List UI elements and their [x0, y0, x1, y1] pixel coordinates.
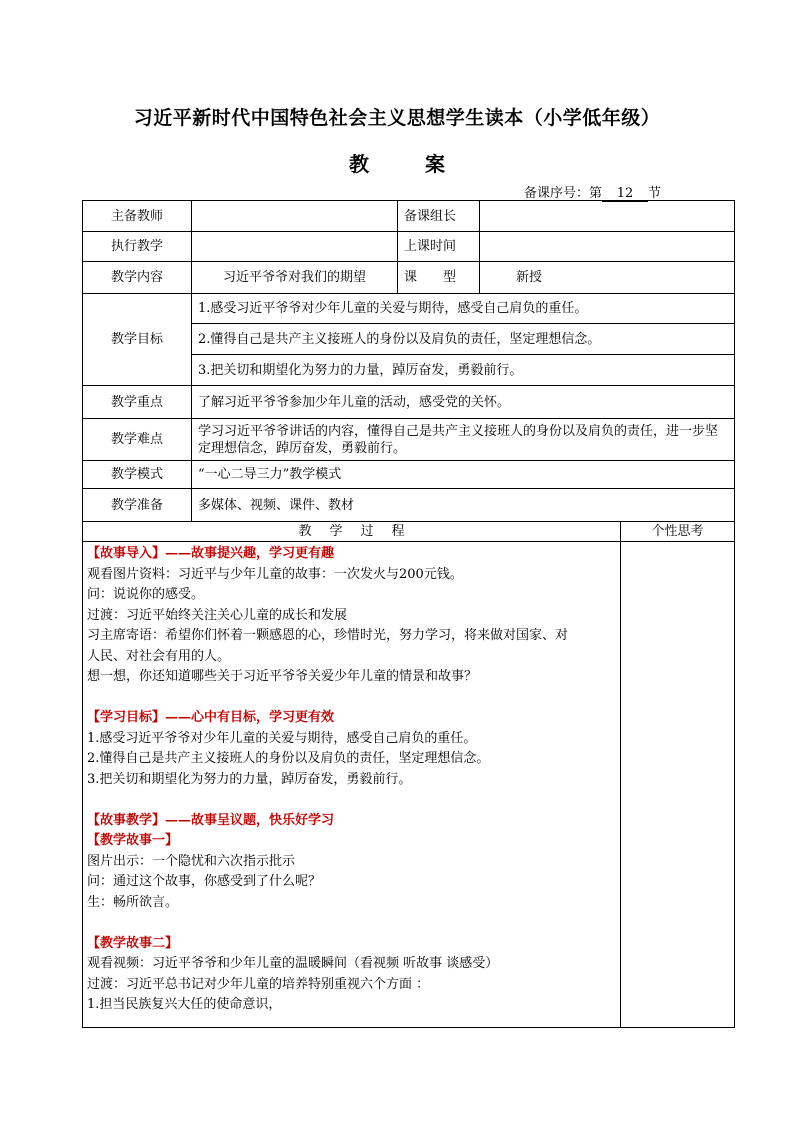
process-header-char: 过 — [360, 524, 374, 539]
process-line: 想一想，你还知道哪些关于习近平爷爷关爱少年儿童的情景和故事？ — [87, 669, 478, 684]
process-header — [83, 522, 621, 542]
process-line: 问：通过这个故事，你感受到了什么呢？ — [87, 874, 322, 889]
process-line: 3.把关切和期望化为努力的力量，踔厉奋发，勇毅前行。 — [87, 771, 412, 787]
process-line: 问：说说你的感受。 — [87, 587, 205, 602]
goal-item-2: 2.懂得自己是共产主义接班人的身份以及肩负的责任，坚定理想信念。 — [192, 324, 735, 355]
document-title: 习近平新时代中国特色社会主义思想学生读本（小学低年级） — [133, 107, 661, 129]
lesson-number-label: 备课序号：第 — [524, 186, 603, 201]
blank-line — [87, 913, 616, 934]
reflection-content — [621, 542, 735, 1028]
section-heading: 【学习目标】——心中有目标，学习更有效 — [87, 710, 335, 725]
goal-item-3: 3.把关切和期望化为努力的力量，踔厉奋发，勇毅前行。 — [192, 355, 735, 386]
blank-line — [87, 688, 616, 709]
process-header-char: 学 — [329, 524, 343, 539]
difficulty-value: 学习习近平爷爷讲话的内容，懂得自己是共产主义接班人的身份以及肩负的责任，进一步坚定理想信念，踔厉奋发，勇毅前行。 — [192, 419, 735, 461]
process-line: 过渡：习近平总书记对少年儿童的培养特别重视六个方面 ： — [87, 976, 430, 992]
process-header-char: 程 — [391, 524, 405, 539]
lesson-type-label: 课 型 — [398, 262, 480, 294]
focus-value: 了解习近平爷爷参加少年儿童的活动，感受党的关怀。 — [192, 386, 735, 419]
process-line: 人民、对社会有用的人。 — [87, 648, 231, 664]
difficulty-label: 教学难点 — [83, 419, 192, 461]
info-table — [82, 200, 735, 522]
reflection-header: 个性思考 — [621, 522, 735, 542]
goal-item-1: 1.感受习近平爷爷对少年儿童的关爱与期待，感受自己肩负的重任。 — [192, 294, 735, 324]
lesson-number-suffix: 节 — [648, 186, 662, 201]
lesson-number-value: 12 — [602, 187, 648, 202]
mode-value: “一心二导三力”教学模式 — [192, 461, 735, 489]
process-line: 观看视频：习近平爷爷和少年儿童的温暖瞬间（看视频 听故事 谈感受） — [87, 956, 499, 971]
content-label: 教学内容 — [83, 262, 192, 294]
document-subtitle — [0, 148, 794, 177]
blank-line — [87, 790, 616, 811]
process-line: 习主席寄语：希望你们怀着一颗感恩的心，珍惜时光，努力学习，将来做对国家、对 — [87, 628, 569, 643]
section-heading: 【教学故事二】 — [87, 935, 179, 951]
lesson-number — [524, 182, 661, 202]
group-leader-value — [480, 201, 735, 232]
focus-label: 教学重点 — [83, 386, 192, 419]
process-table — [82, 521, 735, 1028]
exec-teaching-label: 执行教学 — [83, 232, 192, 262]
process-content — [83, 542, 621, 1028]
process-line: 1.感受习近平爷爷对少年儿童的关爱与期待，感受自己肩负的重任。 — [87, 730, 477, 746]
teacher-label: 主备教师 — [83, 201, 192, 232]
teacher-value — [192, 201, 398, 232]
group-leader-label: 备课组长 — [398, 201, 480, 232]
process-header-char: 教 — [298, 524, 312, 539]
subtitle-char-1: 教 — [349, 152, 369, 176]
class-time-value — [480, 232, 735, 262]
section-heading: 【教学故事一】 — [87, 833, 179, 848]
prep-value: 多媒体、视频、课件、教材 — [192, 489, 735, 522]
process-line: 过渡：习近平始终关注关心儿童的成长和发展 — [87, 607, 348, 623]
process-line: 1.担当民族复兴大任的使命意识， — [87, 997, 282, 1012]
process-line: 生：畅所欲言。 — [87, 894, 179, 910]
prep-label: 教学准备 — [83, 489, 192, 522]
subtitle-char-2: 案 — [425, 152, 445, 176]
exec-teaching-value — [192, 232, 398, 262]
process-line: 观看图片资料：习近平与少年儿童的故事：一次发火与200元钱。 — [87, 566, 463, 582]
class-time-label: 上课时间 — [398, 232, 480, 262]
process-line: 图片出示：一个隐忧和六次指示批示 — [87, 853, 296, 869]
content-value: 习近平爷爷对我们的期望 — [192, 262, 398, 294]
section-heading: 【故事导入】——故事提兴趣，学习更有趣 — [87, 546, 335, 561]
lesson-type-value: 新授 — [480, 262, 735, 294]
mode-label: 教学模式 — [83, 461, 192, 489]
goals-label: 教学目标 — [83, 294, 192, 386]
process-line: 2.懂得自己是共产主义接班人的身份以及肩负的责任，坚定理想信念。 — [87, 751, 490, 766]
section-heading: 【故事教学】——故事呈议题，快乐好学习 — [87, 812, 335, 828]
